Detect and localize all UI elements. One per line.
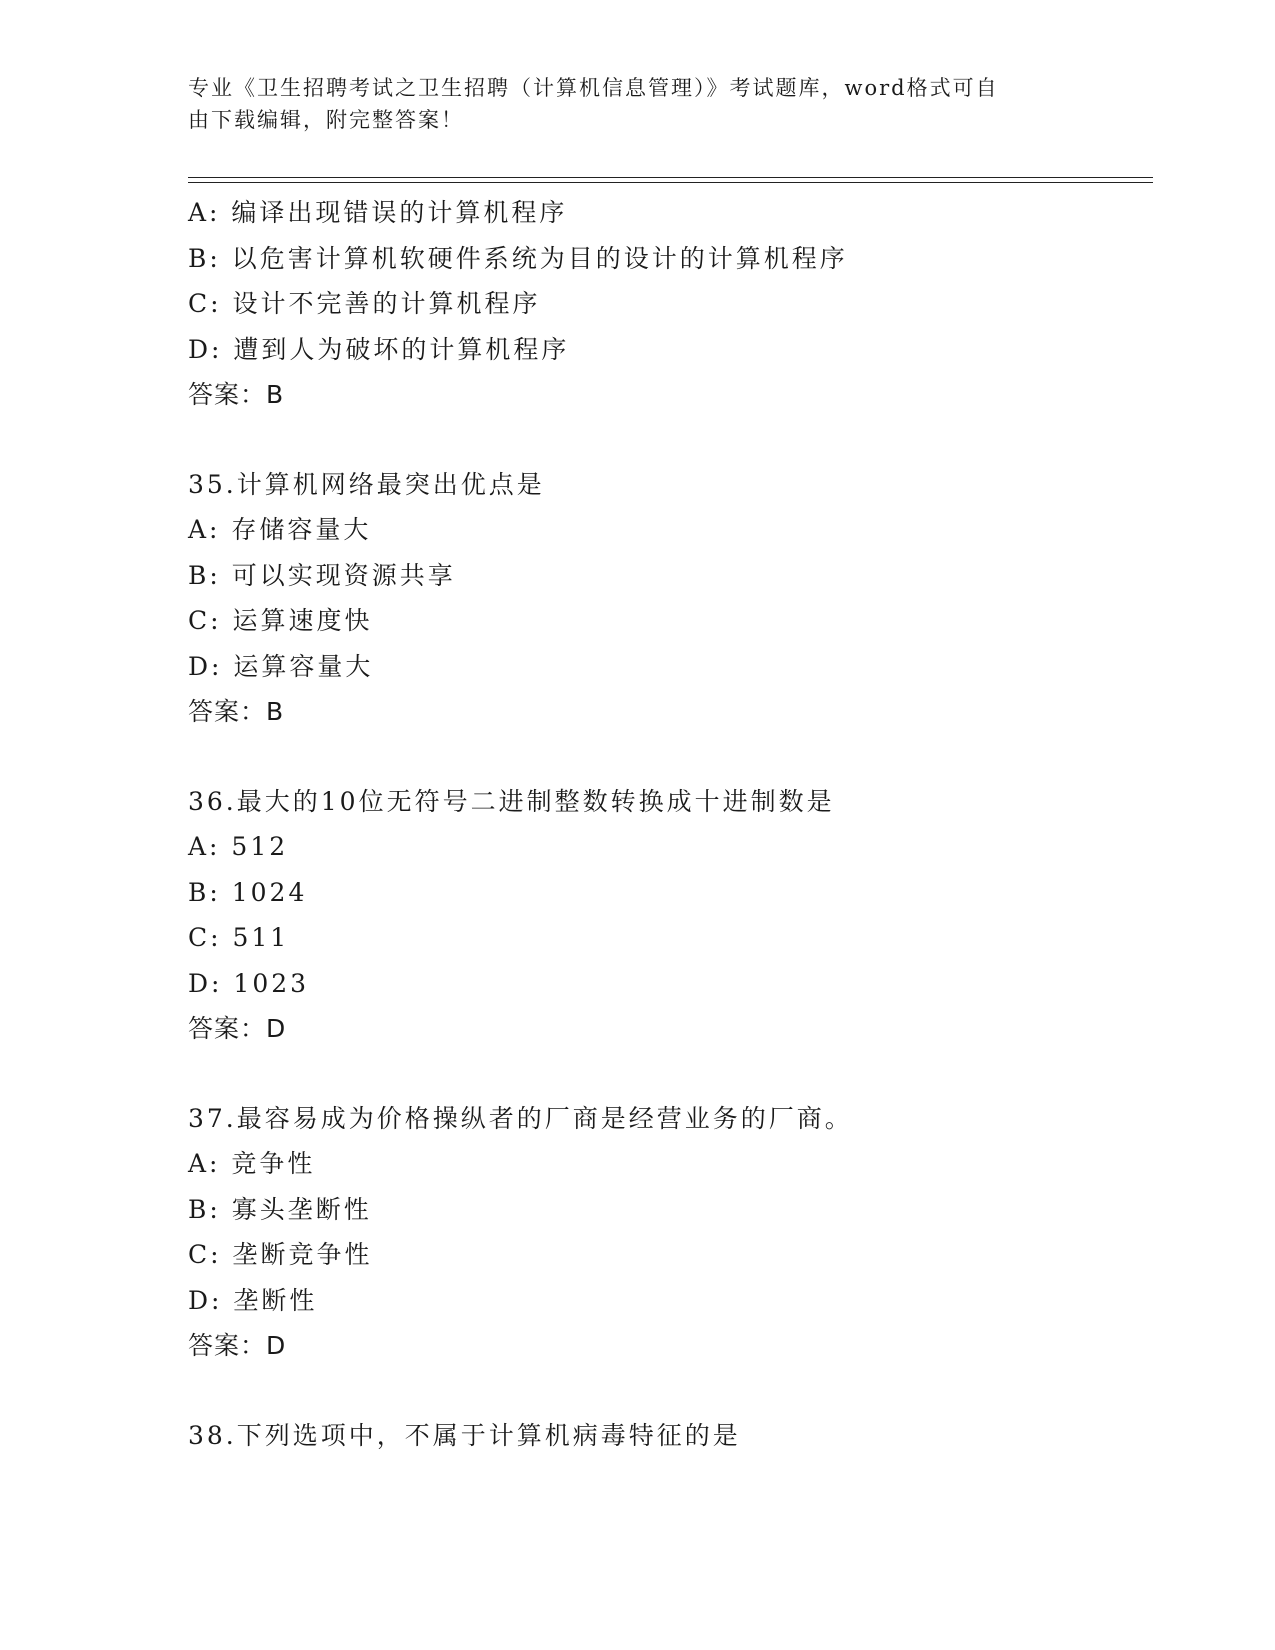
option-d: D: 1023 bbox=[188, 968, 310, 998]
option-b: B: 可以实现资源共享 bbox=[188, 560, 456, 590]
option-b: B: 以危害计算机软硬件系统为目的设计的计算机程序 bbox=[188, 243, 848, 273]
option-d: D: 运算容量大 bbox=[188, 651, 374, 681]
option-c: C: 运算速度快 bbox=[188, 606, 373, 635]
option-a: A: 512 bbox=[188, 832, 289, 861]
question-block-36 bbox=[188, 779, 1153, 1052]
header-line-1: 专业《卫生招聘考试之卫生招聘（计算机信息管理）》考试题库，word格式可自 bbox=[188, 76, 999, 100]
block-spacer bbox=[188, 418, 1153, 462]
block-spacer bbox=[188, 735, 1153, 779]
question-block-38 bbox=[188, 1413, 1153, 1459]
option-a: A: 编译出现错误的计算机程序 bbox=[188, 198, 568, 227]
document-header bbox=[188, 72, 1068, 136]
question-block-34 bbox=[188, 190, 1153, 418]
question-block-37 bbox=[188, 1096, 1153, 1369]
option-b: B: 1024 bbox=[188, 877, 308, 907]
question-text: 35.计算机网络最突出优点是 bbox=[188, 469, 545, 499]
option-d: D: 遭到人为破坏的计算机程序 bbox=[188, 334, 570, 364]
block-spacer bbox=[188, 1369, 1153, 1413]
header-divider-bottom bbox=[188, 182, 1153, 183]
option-c: C: 垄断竞争性 bbox=[188, 1240, 373, 1269]
option-a: A: 存储容量大 bbox=[188, 515, 372, 544]
answer-line: 答案：B bbox=[188, 697, 285, 726]
option-c: C: 511 bbox=[188, 923, 290, 952]
answer-line: 答案：D bbox=[188, 1014, 287, 1043]
block-spacer bbox=[188, 1052, 1153, 1096]
question-text: 37.最容易成为价格操纵者的厂商是经营业务的厂商。 bbox=[188, 1103, 853, 1133]
question-text: 36.最大的10位无符号二进制整数转换成十进制数是 bbox=[188, 786, 835, 816]
header-line-2: 由下载编辑，附完整答案！ bbox=[188, 108, 464, 132]
question-block-35 bbox=[188, 462, 1153, 735]
answer-line: 答案：D bbox=[188, 1331, 287, 1360]
option-c: C: 设计不完善的计算机程序 bbox=[188, 289, 541, 318]
question-text: 38.下列选项中，不属于计算机病毒特征的是 bbox=[188, 1420, 741, 1450]
question-list bbox=[188, 190, 1153, 1458]
option-b: B: 寡头垄断性 bbox=[188, 1194, 372, 1224]
header-divider-top bbox=[188, 177, 1153, 178]
option-d: D: 垄断性 bbox=[188, 1285, 318, 1315]
answer-line: 答案：B bbox=[188, 380, 285, 409]
option-a: A: 竞争性 bbox=[188, 1149, 316, 1178]
